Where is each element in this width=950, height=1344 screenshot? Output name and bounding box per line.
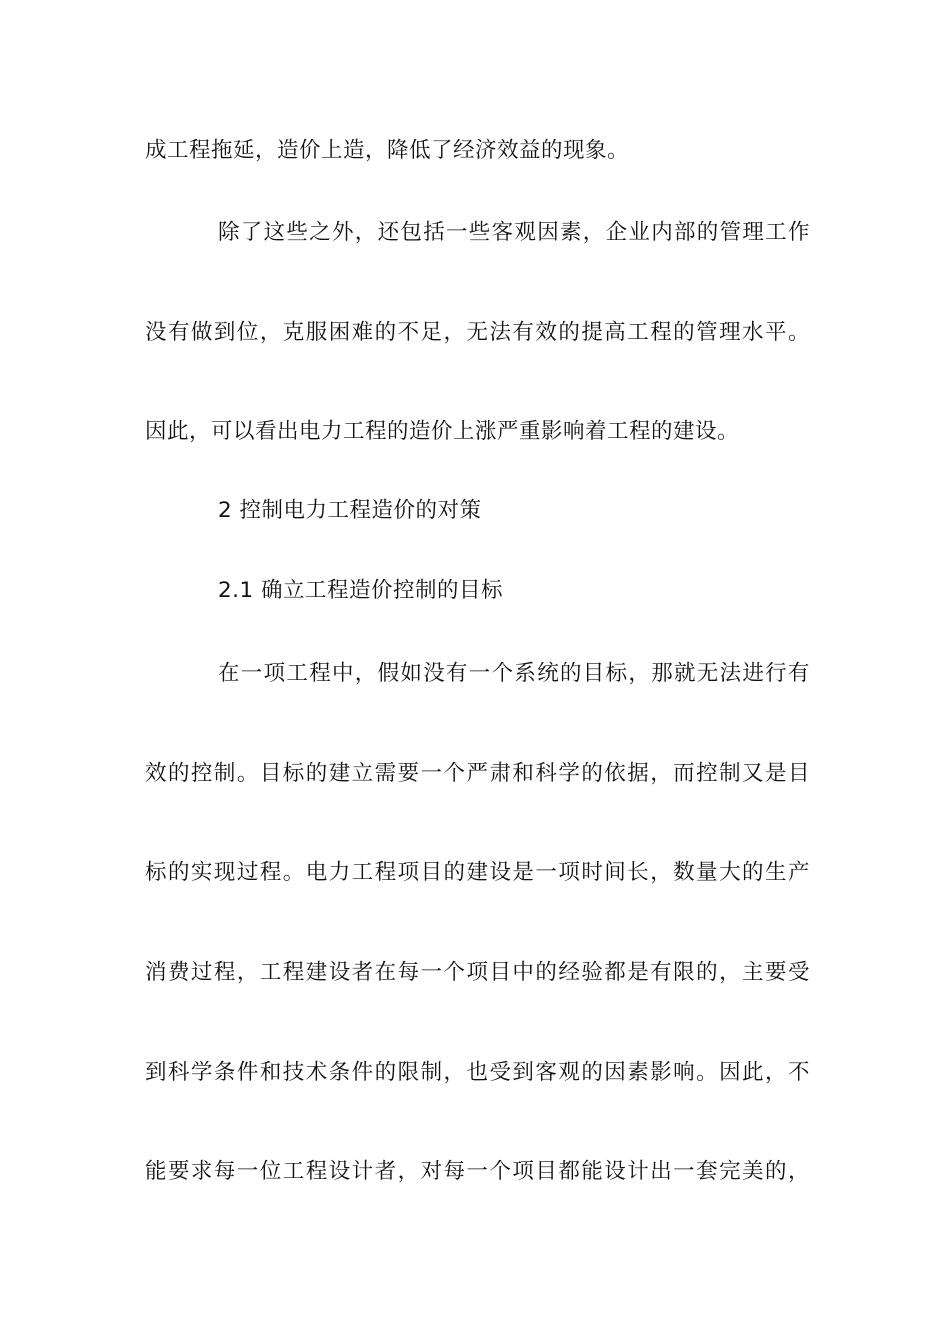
paragraph-line: 在一项工程中，假如没有一个系统的目标，那就无法进行有 (218, 661, 810, 686)
paragraph-line: 能要求每一位工程设计者，对每一个项目都能设计出一套完美的， (145, 1159, 810, 1184)
paragraph-line: 效的控制。目标的建立需要一个严肃和科学的依据，而控制又是目 (145, 761, 810, 786)
paragraph-line: 没有做到位，克服困难的不足，无法有效的提高工程的管理水平。 (145, 320, 810, 345)
section-heading: 2 控制电力工程造价的对策 (218, 498, 482, 523)
paragraph-line: 除了这些之外，还包括一些客观因素，企业内部的管理工作 (218, 220, 810, 245)
subsection-heading: 2.1 确立工程造价控制的目标 (218, 578, 504, 603)
paragraph-line: 成工程拖延，造价上造，降低了经济效益的现象。 (145, 138, 630, 163)
paragraph-line: 因此，可以看出电力工程的造价上涨严重影响着工程的建设。 (145, 419, 740, 444)
paragraph-line: 消费过程，工程建设者在每一个项目中的经验都是有限的，主要受 (145, 960, 810, 985)
paragraph-line: 标的实现过程。电力工程项目的建设是一项时间长，数量大的生产 (145, 860, 810, 885)
paragraph-line: 到科学条件和技术条件的限制，也受到客观的因素影响。因此，不 (145, 1060, 810, 1085)
